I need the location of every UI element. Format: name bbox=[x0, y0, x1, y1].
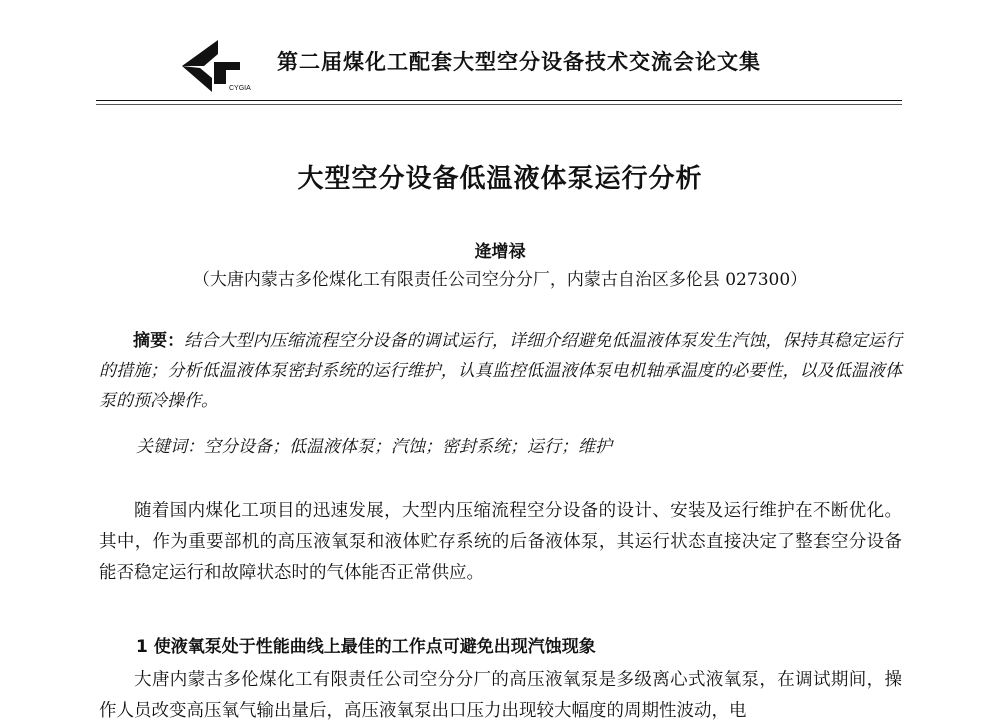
logo-lower-wedge bbox=[182, 66, 212, 92]
logo-upper-wedge bbox=[182, 40, 218, 66]
intro-paragraph: 随着国内煤化工项目的迅速发展，大型内压缩流程空分设备的设计、安装及运行维护在不断优化。其中，作为重要部机的高压液氧泵和液体贮存系统的后备液体泵，其运行状态直接决定了整套空分设备能否稳定运行和故障状态时的气体能否正常供应。 bbox=[99, 501, 902, 583]
keywords-text: 空分设备；低温液体泵；汽蚀；密封系统；运行；维护 bbox=[204, 437, 612, 457]
logo-right-block bbox=[214, 62, 240, 84]
logo-text: CYGIA bbox=[229, 85, 251, 92]
section-1-heading: 1 使液氧泵处于性能曲线上最佳的工作点可避免出现汽蚀现象 bbox=[136, 637, 596, 657]
keywords bbox=[136, 432, 612, 457]
keywords-label: 关键词： bbox=[136, 437, 204, 457]
section-1-paragraph: 大唐内蒙古多伦煤化工有限责任公司空分分厂的高压液氧泵是多级离心式液氧泵，在调试期间，操作人员改变高压氧气输出量后，高压液氧泵出口压力出现较大幅度的周期性波动，电 bbox=[99, 670, 902, 721]
journal-logo bbox=[178, 38, 251, 94]
author-name: 逄增禄 bbox=[474, 242, 526, 262]
abstract bbox=[99, 326, 902, 416]
abstract-label: 摘要： bbox=[133, 331, 185, 351]
header-rule bbox=[96, 100, 902, 101]
journal-title: 第二届煤化工配套大型空分设备技术交流会论文集 bbox=[277, 49, 761, 74]
abstract-text: 结合大型内压缩流程空分设备的调试运行，详细介绍避免低温液体泵发生汽蚀，保持其稳定运行的措施；分析低温液体泵密封系统的运行维护，认真监控低温液体泵电机轴承温度的必要性，以及低温液体泵的预冷操作。 bbox=[99, 331, 903, 411]
header-rule-thin bbox=[96, 104, 902, 105]
paper-title: 大型空分设备低温液体泵运行分析 bbox=[297, 164, 703, 194]
author-affiliation: （大唐内蒙古多伦煤化工有限责任公司空分分厂，内蒙古自治区多伦县 027300） bbox=[192, 270, 808, 290]
